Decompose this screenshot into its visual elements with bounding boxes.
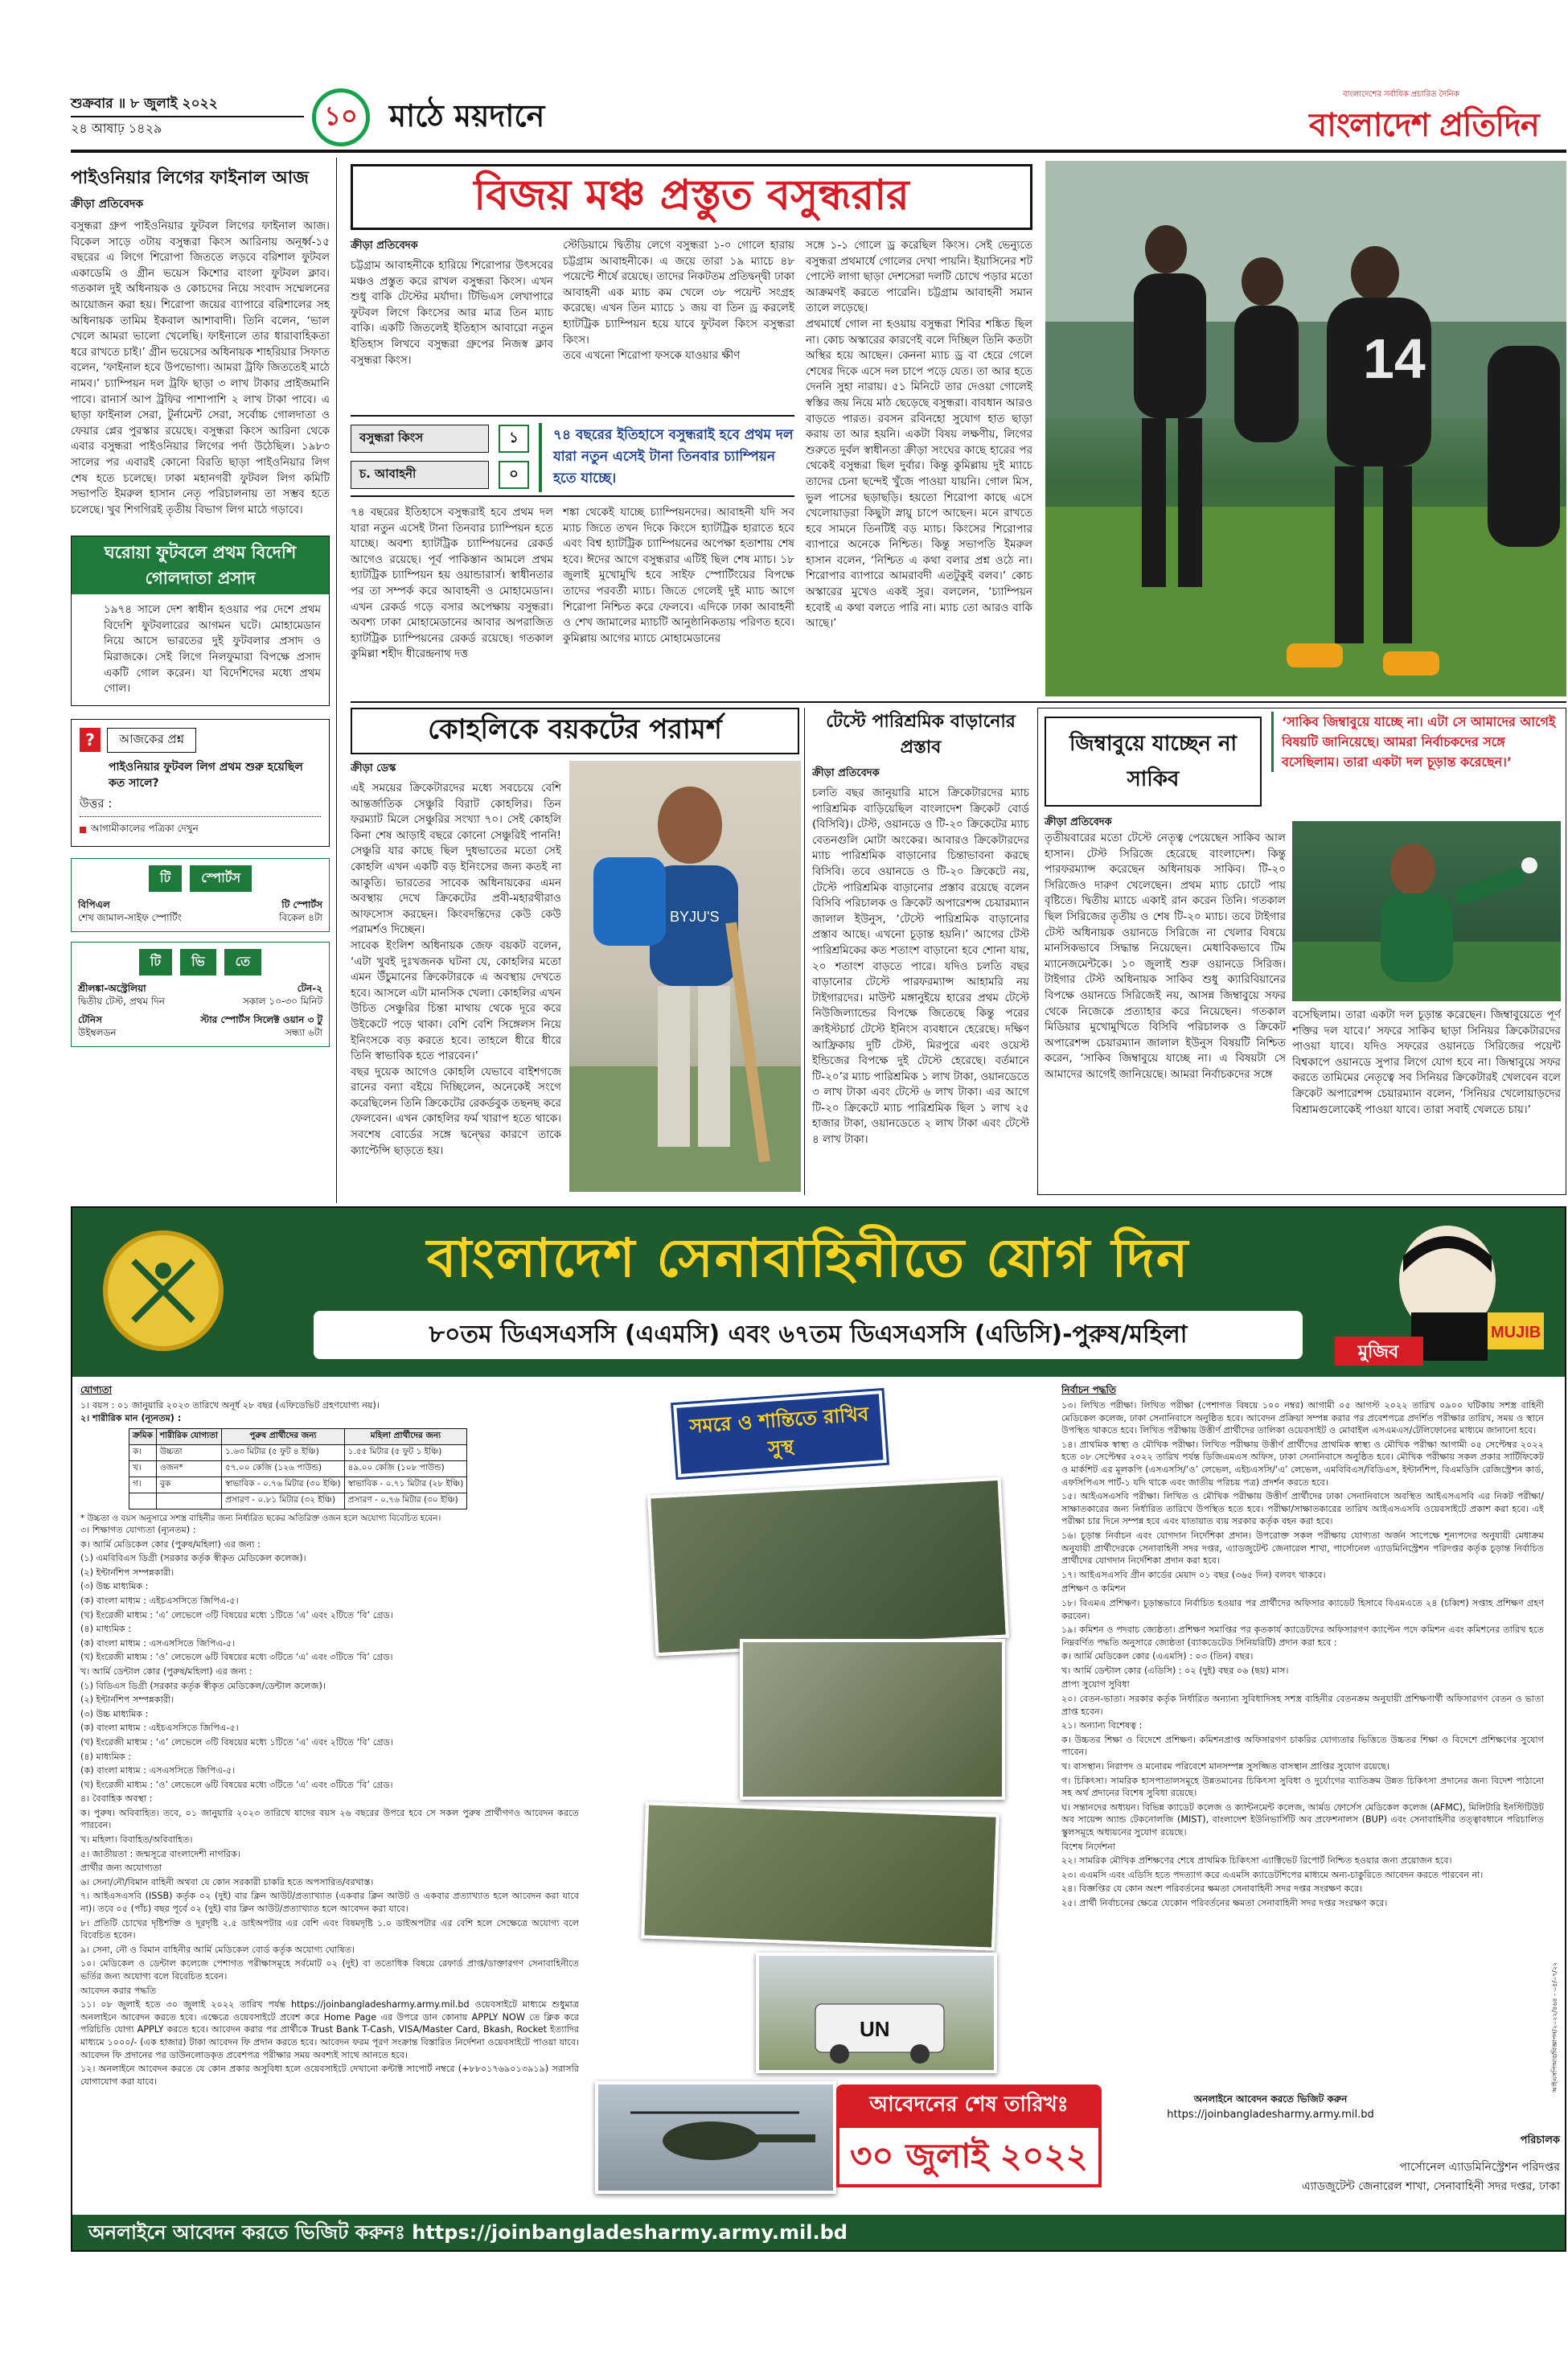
ad-left-item-20: (ক) বাংলা মাধ্যম : এসএসসিতে জিপিএ-৫। [80, 1765, 236, 1776]
tv-row1-b: টেন-২ [297, 982, 322, 994]
pioneer-headline: পাইওনিয়ার লিগের ফাইনাল আজ [71, 168, 309, 188]
pioneer-body: বসুন্ধরা গ্রুপ পাইওনিয়ার ফুটবল লিগের ফাইনাল আজ। বিকেল সাড়ে ৩টায় বসুন্ধরা কিংস আরিনায় অনূর্ধ্ব-১৫ বছরের এ লিগে শিরোপা জিততে লড়বে বরিশাল ফুটবল একাডেমি ও গ্রীন ভয়েস কিশোর বাংলা ফুটবল ক্লাব। গতকাল দুই অধিনায়ক ও কোচদের নিয়ে সংবাদ সম্মেলনের আয়োজন করা হয়। শিরোপা জয়ের ব্যাপারে বরিশালের সহ অধিনায়ক তামিম ইকবাল আশাবাদী। তিনি বলেন, ‘ভাল খেলে আমরা ভালো খেলেছি। ফাইনালে তার ধারাবাহিকতা ধরে রাখতে চাই।’ গ্রীন ভয়েসের অধিনায়ক শাহরিয়ার সিফাত বলেন, ‘ফাইনাল হবে উপভোগ্য। আমরা ট্রফি জিততেই মাঠে নামব।’ চ্যাম্পিয়ন দল ট্রফি ছাড়া ৩ লাখ টাকার প্রাইজমানি পাবে। রানার্স আপ ট্রফির পাশাপাশি ২ লাখ টাকা পাবে। এ ছাড়া ফাইনাল সেরা, টুর্নামেন্ট সেরা, সর্বোচ্চ গোলদাতা ও ফেয়ার প্লের পুরস্কার রয়েছে। বসুন্ধরা কিংস আরিনা থেকে এবার বসুন্ধরা পাইওনিয়ার লিগের পর্দা উঠেছিল। ১৯৮৩ সালের পর এবারই কোনো বিরতি ছাড়া পাইওনিয়ার লিগ শেষ হতে চলেছে। ঢাকা মহানগরী ফুটবল লিগ কমিটি সভাপতি ইমরুল হাসান নেতৃ পরিচালনায় তা সম্ভব হতে চলেছে। খুব শিগগিরই তৃতীয় বিভাগ লিগ মাঠে গড়াবে। [71, 220, 330, 516]
ad-slogan: সমরে ও শান্তিতে রাখিব সুস্থ [688, 1403, 870, 1460]
ad-left-item-26: প্রার্থীর জন্য অযোগ্যতা [80, 1863, 162, 1874]
ad-photo-dentists [641, 1801, 999, 1950]
lead-col1 [351, 238, 553, 368]
deadline-box [836, 2084, 1102, 2197]
left-column [71, 158, 330, 1195]
ad-right-item-13: ২১। অন্যান্য বিশেষত্ব : [1061, 1720, 1143, 1731]
phys-cell: খ। [129, 1461, 157, 1477]
ad-right-list [1061, 1399, 1544, 1910]
masthead-rule [71, 150, 1566, 153]
ad-header [72, 1208, 1566, 1377]
phys-cell: ১.৫৫ মিটার (৫ ফুট ১ ইঞ্চি) [344, 1445, 467, 1461]
bowler-illustration [1292, 821, 1561, 1001]
lead-pullquote: ৭৪ বছরের ইতিহাসে বসুন্ধরাই হবে প্রথম দল যারা নতুন এসেই টানা তিনবার চ্যাম্পিয়ন হতে যাচ্ছে। [553, 427, 794, 487]
ad-left-column [80, 1383, 579, 2208]
deadline-date: ৩০ জুলাই ২০২২ [836, 2125, 1102, 2187]
kohli-byline: ক্রীড়া ডেস্ক [351, 762, 396, 774]
football-players-illustration [1045, 161, 1566, 696]
ad-right-item-8: ১৯। কমিশন ও পদবাচ জ্যেষ্ঠতা। প্রশিক্ষণ সমাপ্তির পর কৃতকার্য ক্যাডেটদের অফিসারগণ ক্যাপ্টেন পদে কমিশন এবং কমিশনের তারিখ হতে নিম্নবর্ণিত পদ্ধতি অনুসারে জ্যেষ্ঠতা (ব্যাকডেটেড সিনিয়রিটি) প্রদান করা হবে : [1061, 1624, 1544, 1648]
ad-left-item-31: ১০। মেডিকেল ও ডেন্টাল কলেজে পেশাগত পরীক্ষাসমূহে সর্বমোট ০২ (দুই) বা ততোধিক বিষয়ে রেফার্ড প্রাপ্ত/ডাক্তারগণ সেনাবাহিনীতে ভর্তির জন্য অযোগ্য বলে বিবেচিত হবেন। [80, 1958, 579, 1982]
tv-row4-b: সন্ধ্যা ৬টা [285, 1027, 322, 1039]
ad-item-1: ১। বয়স : ০১ জানুয়ারি ২০২৩ তারিখে অনূর্ধ ২৮ বছর (এফিডেভিট গ্রহণযোগ্য নয়)। [80, 1400, 380, 1411]
score-goals-1: ১ [499, 425, 529, 453]
ad-right-item-21: ২৪। বিজ্ঞপ্তির যে কোন অংশ পরিবর্তনের ক্ষমতা সেনাবাহিনী সদর দপ্তর সংরক্ষণ করে। [1061, 1883, 1363, 1895]
lead-col2 [563, 238, 794, 364]
phys-cell: স্বাভাবিক - ০.৭১ মিটার (২৮ ইঞ্চি) [344, 1477, 467, 1493]
svg-text:14: 14 [1363, 327, 1426, 390]
ad-left-item-3: ৩। শিক্ষাগত যোগ্যতা (ন্যূনতম) : [80, 1525, 196, 1535]
test-fee-body: চলতি বছর জানুয়ারি মাসে ক্রিকেটারদের ম্যাচ পারিশ্রমিক বাড়িয়েছিল বাংলাদেশ ক্রিকেট বোর্ড (বিসিবি)। টেস্ট, ওয়ানডে ও টি-২০ ক্রিকেটের ম্যাচ বেতনগুলি মোটা অংকের। আবারও ক্রিকেটারদের ম্যাচ পারিশ্রমিক বাড়ানোর চিন্তাভাবনা করছে বিসিবি। তবে ওয়ানডে ও টি-২০ ক্রিকেটে নয়, টেস্টে পারিশ্রমিক বাড়ানোর প্রস্তাব রয়েছে বলেন বিসিবি পরিচালক ও ক্রিকেট অপারেশন্স চেয়ারম্যান জালাল ইউনুস, ‘টেস্টে পারিশ্রমিক বাড়ানোর প্রস্তাব আছে। এখনো চূড়ান্ত হয়নি।’ আগের টেস্ট পারিশ্রমিকের কত শতাংশ বাড়ানো হবে শোনা যায়, ২০ শতাংশ বাড়তে পারে। যদিও চলতি বছর বাড়ানোর টেস্টে পারফরম্যান্স আহামরি নয় টাইগারদের। মাউন্ট মঙ্গানুইয়ে হারের প্রথম টেস্টে নিউজিল্যান্ডের বিপক্ষে জিতেছে কিন্তু পরের ক্রাইস্টচার্চ টেস্টে ইনিংস ব্যবধানে হেরেছে। দক্ষিণ আফ্রিকায় দুটি টেস্ট, মিরপুরে এবং ওয়েস্ট ইন্ডিজের বিপক্ষে দুই টেস্টে হেরেছে। বর্তমানে টি-২০’র ম্যাচ পারিশ্রমিক ১ লাখ টাকা, ওয়ানডেতে ৩ লাখ টাকা এবং টেস্টে ৬ লাখ টাকা। এর আগে টি-২০ ক্রিকেটে ম্যাচ পারিশ্রমিক ছিল ১ লাখ ২৫ হাজার টাকা, ওয়ানডেতে ২ লাখ টাকা এবং টেস্টে ৪ লাখ টাকা। [812, 787, 1029, 1147]
shakib-body-2: বসেছিলাম। তারা একটা দল চূড়ান্ত করেছেন। জিম্বাবুয়েতে পূর্ণ শক্তির দল যাবে।’ সফরে সাকিব ছাড়া সিনিয়র ক্রিকেটারদের পাওয়া যাবে। যদিও সফরের ওয়ানডে সিরিজের পয়েন্ট বিশ্বকাপে ওয়ানডে সুপার লিগে যোগ হবে না। জিম্বাবুয়ে সফর করতে তামিমের নেতৃত্বে সব সিনিয়র ক্রিকেটারই খেলবেন বলে ক্রিকেট অপারেশন্স চেয়ারম্যান বলেন, ‘সিনিয়র খেলোয়াড়দের বিশ্রামগুলোকেই পাওয়া যাবে। তারা সবাই খেলতে চায়।’ [1292, 1008, 1561, 1116]
shakib-byline: ক্রীড়া প্রতিবেদক [1045, 816, 1112, 828]
ad-left-item-25: ৫। জাতীয়তা : জন্মসূত্রে বাংলাদেশী নাগরিক। [80, 1848, 240, 1859]
ad-left-heading: যোগ্যতা [80, 1384, 113, 1395]
shakib-headline: জিম্বাবুয়ে যাচ্ছেন না সাকিব [1069, 732, 1238, 791]
ad-director-block [1214, 2133, 1560, 2196]
ad-right-item-7: ১৮। বিএমএ প্রশিক্ষণ। চূড়ান্তভাবে নির্বাচিত হওয়ার পর প্রার্থীদের অফিসার ক্যাডেট হিসাবে বিএমএতে ২৪ (চব্বিশ) সপ্তাহ প্রশিক্ষণ গ্রহণ করবেন। [1061, 1597, 1544, 1621]
left-column-divider [336, 158, 337, 1203]
ad-slogan-box [673, 1390, 887, 1477]
tv-row3-b: স্টার স্পোর্টস সিলেক্ট ওয়ান ৩ টু [200, 1013, 322, 1025]
ad-left-item-5: (১) এমবিবিএস ডিগ্রী (সরকার কর্তৃক স্বীকৃত মেডিকেল কলেজ)। [80, 1553, 306, 1564]
crossed-swords-icon [119, 1247, 207, 1335]
physical-standard-table [129, 1428, 467, 1509]
golondaj-headline: ঘরোয়া ফুটবলে প্রথম বিদেশি গোলদাতা প্রসাদ [72, 536, 329, 594]
ad-left-item-27: ৬। সেনা/নৌ/বিমান বাহিনী অথবা যে কোন সরকারী চাকরি হতে অপসারিত/বরখাস্ত। [80, 1876, 374, 1887]
ad-left-item-4: ক। আর্মি মেডিকেল কোর (পুরুষ/মহিলা) এর জন্য : [80, 1538, 261, 1550]
army-emblem [103, 1230, 224, 1351]
shakib-body-1: তৃতীয়বারের মতো টেস্টে নেতৃত্ব পেয়েছেন সাকিব আল হাসান। টেস্ট সিরিজে হেরেছে বাংলাদেশ। কিন্তু পারফরম্যান্স করেছেন অধিনায়ক সাকিব। টি-২০ সিরিজেও দারুণ খেলেছেন। প্রথম ম্যাচ চোটে পায় বৃষ্টিতে। দ্বিতীয় ম্যাচে একাই রান করেন তিনি। গতকাল ছিল সিরিজের তৃতীয় ও শেষ টি-২০ ম্যাচ। তবে টাইগার টেস্ট অধিনায়ক ওয়ানডে সিরিজে না খেলার বিষয়ে মানসিকভাবে সিদ্ধান্ত নিয়েছেন। মেধাবিকভাবে টিম ম্যানেজমেন্টকে। ১০ জুলাই শুরু ওয়ানডে সিরিজ। টাইগার টেস্ট অধিনায়ক সাকিব শুধু ক্যারিবিয়ানের বিপক্ষে ওয়ানডে সিরিজেই নয়, আসন্ন জিম্বাবুয়ে সফর থেকে নিজেকে প্রত্যাহার করে নিয়েছেন। গতকাল মিডিয়ার মুখোমুখিতে বিসিবি পরিচালক ও ক্রিকেট অপারেশন্স চেয়ারম্যান জালাল ইউনুস বিষয়টি নিশ্চিত করেন, ‘সাকিব জিম্বাবুয়ে যাচ্ছে না। এ বিষয়টা সে আমাদের আগেই জানিয়েছে। আমরা নির্বাচকদের সঙ্গে [1045, 832, 1286, 1081]
ad-left-item-23: ক। পুরুষ। অবিবাহিত। তবে, ০১ জানুয়ারি ২০২৩ তারিখে যাদের বয়স ২৬ বছরের উপরে হবে সে সকল পুরুষ প্রার্থীগণও আবেদন করতে পারবেন। [80, 1807, 579, 1831]
tv-row1-a: শ্রীলঙ্কা-অস্ট্রেলিয়া [78, 982, 146, 994]
test-fee-headline: টেস্টে পারিশ্রমিক বাড়ানোর প্রস্তাব [826, 712, 1016, 758]
lead-col3-body: সঙ্গে ১-১ গোলে ড্র করেছিল কিংস। সেই ভেন্যুতে বসুন্ধরা প্রথমার্ধে গোলের দেখা পায়নি। ইয়াসিনের শট পোস্টে লাগা ছাড়া দেশসেরা দলটি চোখে পড়ার মতো আক্রমণই করতে পারেনি। চট্টগ্রাম আবাহনী সমান তালে লড়েছে। প্রথমার্ধে গোল না হওয়ায় বসুন্ধরা শিবির শঙ্কিত ছিল না। কোচ অস্কারের কারণেই বলে দিচ্ছিল তিনি কতটা অস্থির হয়ে আছেন। কেননা ম্যাচ ড্র বা হেরে গেলে শেষের দিকে এসে দল চাপে পড়ে যেত। তা আর হতে দেননি সুহা নারায়। ৫১ মিনিটে তার দেওয়া গোলেই স্বস্তির জয় নিয়ে মাঠ ছেড়েছে বসুন্ধরা। বাবধান আরও বাড়তে পারত। রবসন রবিনহো সুযোগ হাত ছাড়া করায় তা আর হয়নি। একটা বিষয় লক্ষণীয়, লিগের শুরুতে দুর্বল স্বাধীনতা ক্রীড়া সংঘের কাছে হারের পর থেকেই বসুন্ধরা ছিল দুর্বার। কিন্তু কুমিল্লায় দুই ম্যাচে তাদের চেনা ছন্দেই খুঁজে পাওয়া যায়নি। গোল মিস, ভুল পাসের ছড়াছড়ি। হয়তো শিরোপা কাছে এসে খেলোয়াড়রা কিছুটা স্নায়ু চাপে আছেন। মনে রাখতে হবে সামনে তিনটিই বড় ম্যাচ। কিংসের শিরোপার ব্যাপারে অনেকে নিশ্চিত। কিন্তু সভাপতি ইমরুল হাসান বলেন, ‘নিশ্চিত এ কথা বলার প্রশ্ন ওঠে না। শিরোপার ব্যাপারে আমরাবদী এতটুকুই বলব।’ কোচ অস্কারের মুখেও একই সুর। বললেন, ‘চ্যাম্পিয়ন হবোই এ কথা বলতে পারি না। ম্যাচ তো আরও বাকি আছে।’ [806, 239, 1032, 630]
paper-tagline: বাংলাদেশের সর্বাধিক প্রচারিত দৈনিক [1343, 90, 1459, 99]
ad-left-item-34: ১২। অনলাইনে আবেদন করতে যে কোন প্রকার অসুবিধা হলে ওয়েবসাইটে দেখানো কন্টাক্ট সাপোর্ট নম্বরে (+৮৮০১৭৬৯০১৩৯১৯) সরাসরি যোগাযোগ করা যাবে। [80, 2064, 579, 2087]
phys-cell: ৫৭.০০ কেজি (১২৬ পাউন্ড) [222, 1461, 345, 1477]
lead-headline-box [351, 164, 1032, 230]
ad-right-item-19: ২২। সামরিক মৌখিক প্রশিক্ষণের শেষে প্রাথমিক চিকিৎসা এ্যাক্টিভেট রিপোর্ট নিশ্চিত হওয়ার জন্য প্রয়োজন হবে। [1061, 1855, 1452, 1867]
phys-cell: ৪৯.০০ কেজি (১০৮ পাউন্ড) [344, 1461, 467, 1477]
phys-cell [156, 1493, 221, 1509]
tv-sports-row1-a: বিপিএল [78, 898, 110, 910]
phys-cell [129, 1493, 157, 1509]
deadline-label: আবেদনের শেষ তারিখঃ [836, 2084, 1102, 2125]
paper-logo: বাংলাদেশ প্রতিদিন [1309, 107, 1539, 144]
ad-right-item-2: ১৪। প্রাথমিক স্বাস্থ্য ও মৌখিক পরীক্ষা। লিখিত পরীক্ষায় উত্তীর্ণ প্রার্থীদের প্রাথমিক স্বাস্থ্য ও মৌখিক পরীক্ষা আগামী ০৫ সেপ্টেম্বর ২০২২ হতে ০৮ সেপ্টেম্বর ২০২২ তারিখ পর্যন্ত ডিজিএমএস অফিস, ঢাকা সেনানিবাসে অনুষ্ঠিত হবে। মৌখিক পরীক্ষায় সকল প্রকার সার্টিফিকেট ও মার্কশিট এর মূলকপি (এসএসসি/‘ও’ লেভেল, এইচএসসি/‘এ’ লেভেল, এমবিবিএস/বিডিএস, ইন্টার্নশিপ, বিএমডিসি রেজিস্ট্রেশন কার্ড, এফসিপিএস পার্ট-১ যদি থাকে এবং জাতীয় পরিচয় পত্র) প্রদর্শন করতে হবে। [1061, 1439, 1544, 1488]
ad-centre-collage [595, 1398, 1045, 2202]
score-goals-2: ০ [499, 461, 529, 489]
ad-left-item-10: (৪) মাধ্যমিক : [80, 1624, 132, 1635]
phys-cell: উচ্চতা [156, 1445, 221, 1461]
mujib-badge: মুজিব [1357, 1342, 1399, 1362]
ad-director-addr: এ্যাডজুটেন্ট জেনারেল শাখা, সেনাবাহিনী সদর দপ্তর, ঢাকা [1301, 2180, 1560, 2193]
svg-text:MUJIB: MUJIB [1491, 1324, 1541, 1341]
ad-right-item-11: প্রাপ্য সুযোগ সুবিধা [1061, 1679, 1130, 1690]
phys-note: * উচ্চতা ও বয়স অনুসারে সশস্ত্র বাহিনীর জন্য নির্ধারিত ছকের অতিরিক্ত ওজন হলে অযোগ্য বিবেচিত হবেন। [80, 1514, 441, 1523]
ad-left-item-9: (খ) ইংরেজী মাধ্যম : ‘এ’ লেভেলে ৩টি বিষয়ের মধ্যে ১টিতে ‘এ’ এবং ২টিতে ‘বি’ গ্রেড। [80, 1609, 393, 1620]
lead-col1-body-b: ৭৪ বছরের ইতিহাসে বসুন্ধরাই হবে প্রথম দল যারা নতুন এসেই টানা তিনবার চ্যাম্পিয়ন হতে যাচ্ছে। অবশ্য হ্যাটট্রিক চ্যাম্পিয়নের রেকর্ড আগেও রয়েছে। পূর্ব পাকিস্তান আমলে প্রথম হ্যাটট্রিক চ্যাম্পিয়ন হয় ওয়ান্ডারার্স। স্বাধীনতার পর তা সম্পর্ক করে আবাহনী ও মোহামেডান। এখন রেকর্ড গড়ে বসার অপেক্ষায় বসুন্ধরা। অবশ্য ঢাকা মোহামেডানের আবার অপরাজিত হ্যাটট্রিক চ্যাম্পিয়নের রেকর্ড রয়েছে। গতকাল কুমিল্লা শহীদ ধীরেন্দ্রনাথ দত্ত [351, 506, 553, 661]
lead-byline: ক্রীড়া প্রতিবেদক [351, 240, 418, 252]
ad-left-item-12: (খ) ইংরেজী মাধ্যম : ‘ও’ লেভেলে ৬টি বিষয়ের মধ্যে ৩টিতে ‘এ’ এবং ৩টিতে ‘বি’ গ্রেড। [80, 1652, 393, 1663]
phys-th-4: মহিলা প্রার্থীদের জন্য [344, 1429, 467, 1445]
golondaj-body: ১৯৭৪ সালে দেশ স্বাধীন হওয়ার পর দেশে প্রথম বিদেশি ফুটবলারের আগমন ঘটে। মোহামেডান নিয়ে আসে ভারতের দুই ফুটবলার প্রসাদ ও মিরাজকে। সেই লিগে নিলফুমারা বিপক্ষে প্রসাদ একটি গোল করেন। যা বিদেশিদের মধ্যে প্রথম গোল। [104, 603, 321, 696]
ad-left-item-28: ৭। আইএসএসবি (ISSB) কর্তৃক ০২ (দুই) বার ক্লিন আউট/প্রত্যাখ্যাত (একবার ক্লিন আউট ও একবার প্রত্যাখ্যাত হলে আবেদন করা যাবে না)। তবে ০৫ (পাঁচ) বছর পূর্বে ০২ (দুই) বার ক্লিন আউট/প্রত্যাখ্যাত হলে আবেদন করা যাবে। [80, 1891, 579, 1915]
lead-col1b [351, 505, 553, 663]
ad-left-item-29: ৮। প্রতিটি চোখের দৃষ্টিশক্তি ও দূরদৃষ্টি ২.৫ ডাইঅপটার এর বেশি এবং বিষমদৃষ্টি ১.০ ডাইঅপটার এর বেশি হলে সেক্ষেত্রে অযোগ্য বলে বিবেচিত হবেন। [80, 1917, 579, 1941]
ad-photo-helicopter [595, 2081, 836, 2194]
ad-right-item-14: ক। উচ্চতর শিক্ষা ও বিদেশে প্রশিক্ষণ। কমিশনপ্রাপ্ত অফিসারগণ চাকরির যোগ্যতার ভিত্তিতে উচ্চতর শিক্ষা ও বিদেশে প্রশিক্ষণের সুযোগ পাবেন। [1061, 1734, 1544, 1758]
phys-th-2: শারীরিক যোগ্যতা [156, 1429, 221, 1445]
lead-col1-body-a: চট্টগ্রাম আবাহনীকে হারিয়ে শিরোপার উৎসবের মঞ্চও প্রস্তুত করে রাখল বসুন্ধরা কিংস। এখন শুধু বাকি টেস্টের মর্যাদা। টিভিএস লেখাপারে ফুটবল লিগে কিংসের আর মাত্র তিন ম্যাচ বাকি। একটি জিতলেই ইতিহাস আবারো নতুন ইতিহাস লিখবে বসুন্ধরা গ্রুপের নিজস্ব ক্লাব বসুন্ধরা কিংস। [351, 259, 553, 367]
ad-subtitle-box [314, 1311, 1303, 1359]
un-vehicle-illustration [759, 1956, 994, 2070]
ad-left-item-32: আবেদন করার পদ্ধতি [80, 1985, 157, 1996]
phys-cell: স্বাভাবিক - ০.৭৬ মিটার (৩০ ইঞ্চি) [222, 1477, 345, 1493]
ad-left-item-14: (১) বিডিএস ডিগ্রী (সরকার কর্তৃক স্বীকৃত মেডিকেল/ডেন্টাল কলেজ)। [80, 1680, 326, 1691]
phys-cell: ১.৬৩ মিটার (৫ ফুট ৪ ইঞ্চি) [222, 1445, 345, 1461]
tv-head-1: টি [139, 949, 172, 975]
ad-left-item-33: ১১। ০৮ জুলাই হতে ৩০ জুলাই ২০২২ তারিখ পর্যন্ত https://joinbangladesharmy.army.mil.bd ওয়েবসাইটে মাধ্যমে শুধুমাত্র অনলাইনে আবেদন করতে হবে। এক্ষেত্রে ওয়েবসাইটে প্রবেশ করে Home Page এর উপরে ডান কোনায় APPLY NOW তে ক্লিক করে পরিচিতি যোগ্য APPLY করতে হবে। আবেদন করার পর প্রার্থীকে Trust Bank T-Cash, VISA/Master Card, Bkash, Rocket ইত্যাদির মাধ্যমে ১০০০/- (এক হাজার) টাকা আবেদন ফি প্রদান করতে হবে। আবেদন ফরম পূরণ সংক্রান্ত বিস্তারিত নির্দেশনা ওয়েবসাইটে পাওয়া যাবে। আবেদন ফি প্রদানের পর ডাউনলোডকৃত প্রবেশপত্র পরীক্ষার সময় অবশ্যই সাথে আনতে হবে। [80, 1999, 579, 2060]
test-fee-story [812, 709, 1029, 1195]
ad-right-item-18: বিশেষ নির্দেশনা [1061, 1841, 1116, 1852]
ad-right-column [1061, 1383, 1544, 2091]
tv-sports-row2-b: বিকেল ৪টা [279, 912, 322, 924]
shakib-photo [1292, 821, 1561, 1001]
masthead [71, 88, 1566, 148]
ad-left-item-15: (২) ইন্টার্নশিপ সম্পন্নকারী। [80, 1694, 174, 1706]
ad-left-item-16: (৩) উচ্চ মাধ্যমিক : [80, 1708, 149, 1719]
tv-head-3: তে [224, 949, 262, 975]
ad-right-item-17: ঘ। সন্তানদের অধ্যয়ন। বিভিন্ন ক্যাডেট কলেজ ও ক্যান্টনমেন্ট কলেজ, আর্মড ফোর্সেস মেডিকেল কলেজ (AFMC), মিলিটারি ইনস্টিটিউট অব সায়েন্স অ্যান্ড টেকনোলজি (MIST), বাংলাদেশ ইউনিভার্সিটি অব প্রফেশনালস (BUP) এবং সেনাবাহিনীর তত্ত্বাবধানে পরিচালিত স্কুলসমূহে অধ্যয়নের সুযোগ রয়েছে। [1061, 1801, 1544, 1838]
shakib-headline-box [1045, 717, 1262, 807]
tv-row2-b: সকাল ১০-৩০ মিনিট [242, 996, 322, 1008]
kohli-headline-box [351, 708, 799, 754]
tv-box [71, 942, 330, 1047]
ad-photo-un-vehicle [756, 1953, 997, 2073]
lead-col3 [806, 238, 1032, 696]
quiz-box [71, 719, 330, 847]
ad-right-item-4: ১৬। চূড়ান্ত নির্বাচন এবং যোগদান নির্দেশিকা প্রদান। উপরোক্ত সকল পরীক্ষায় যোগ্যতা অর্জন সাপেক্ষে শূন্যপদের অনুযায়ী মেধাক্রম অনুযায়ী প্রার্থীদেরকে সেনাবাহিনী সদর দপ্তর, এ্যাডজুটেন্ট জেনারেল শাখা, পার্সোনেল এ্যাডমিনিস্ট্রেশন পরিদপ্তর কর্তৃক চূড়ান্ত নির্বাচিত প্রার্থীদের যোগদান নির্দেশিকা প্রদান করা হবে। [1061, 1530, 1544, 1567]
ad-left-item-30: ৯। সেনা, নৌ ও বিমান বাহিনীর আর্মি মেডিকেল বোর্ড কর্তৃক অযোগ্য ঘোষিত। [80, 1944, 355, 1955]
ad-director-title: পরিচালক [1520, 2134, 1560, 2146]
date-weekday: শুক্রবার ॥ ৮ জুলাই ২০২২ [71, 96, 218, 112]
ad-right-item-3: ১৫। আইএসএসবি পরীক্ষা। লিখিত ও মৌখিক পরীক্ষায় উত্তীর্ণ প্রার্থীদের ঢাকা সেনানিবাসে অবস্থিত আইএসএসবি এর নিকট পরীক্ষা/সাক্ষাতকারের জন্য নির্ধারিত তারিখে উপস্থিত হতে হবে। পরীক্ষা/সাক্ষাতকারের তারিখ আইএসএসবি ওয়েবসাইটে প্রকাশ করা হবে। এই পরীক্ষা চার দিনে সম্পন্ন হবে এবং যাতায়াত ব্যয় সরকার কর্তৃক বহন করা হবে। [1061, 1491, 1544, 1527]
ad-left-item-7: (৩) উচ্চ মাধ্যমিক : [80, 1581, 149, 1592]
shakib-quote: ‘সাকিব জিম্বাবুয়ে যাচ্ছে না। এটা সে আমাদের আগেই বিষয়টি জানিয়েছে। আমরা নির্বাচকদের সঙ্গে বসেছিলাম। তারা একটা দল চূড়ান্ত করেছেন।’ [1271, 712, 1561, 772]
ad-right-heading: নির্বাচন পদ্ধতি [1061, 1384, 1116, 1395]
lead-bottom-rule [351, 701, 1566, 703]
ad-right-item-10: খ। আর্মি ডেন্টাল কোর (এডিসি) : ০২ (দুই) বছর ০৬ (ছয়) মাস। [1061, 1665, 1289, 1676]
ad-left-item-21: (খ) ইংরেজী মাধ্যম : ‘ও’ লেভেলে ৬টি বিষয়ের মধ্যে ৩টিতে ‘এ’ এবং ৩টিতে ‘বি’ গ্রেড। [80, 1779, 393, 1790]
kohli-text [351, 761, 561, 1195]
ad-left-list [80, 1524, 579, 2088]
phys-th-1: ক্রমিক [129, 1429, 157, 1445]
ad-right-item-20: ২৩। এএমসি এবং এডিসি হতে পদত্যাগ করে এএমসি ক্যাডেটশিপের মাধ্যমে অন্য-চাকুরিতে আবেদন করতে পারবেন না। [1061, 1869, 1484, 1880]
ad-left-item-22: ৪। বৈবাহিক অবস্থা : [80, 1793, 153, 1805]
ad-photo-medics [647, 1477, 1009, 1657]
ad-bottom-banner-text[interactable]: অনলাইনে আবেদন করতে ভিজিট করুনঃ https://joinbangladesharmy.army.mil.bd [88, 2221, 848, 2244]
page-number-badge [312, 88, 370, 146]
test-fee-byline: ক্রীড়া প্রতিবেদক [812, 767, 880, 779]
phys-cell: ক। [129, 1445, 157, 1461]
ad-left-item-17: (ক) বাংলা মাধ্যম : এইচএসসিতে জিপিএ-৫। [80, 1723, 239, 1734]
lead-photo-football-celebration [1045, 161, 1566, 696]
tv-sports-head-1: টি [149, 865, 182, 892]
phys-cell: প্রসারণ - ০.৭৬ মিটার (৩০ ইঞ্চি) [344, 1493, 467, 1509]
ad-left-item-8: (ক) বাংলা মাধ্যম : এইচএসসিতে জিপিএ-৫। [80, 1595, 239, 1606]
score-team-1: বসুন্ধরা কিংস [351, 425, 489, 453]
quiz-question: পাইওনিয়ার ফুটবল লিগ প্রথম শুরু হয়েছিল কত সালে? [109, 760, 303, 790]
ad-right-item-12: ২০। বেতন-ভাতা। সরকার কর্তৃক নির্ধারিত অন্যান্য সুবিধাদিসহ সশস্ত্র বাহিনীর বেতনক্রম অনুযায়ী প্রশিক্ষণার্থী অফিসারগণ বেতন ও ভাতা প্রাপ্ত হবেন। [1061, 1694, 1544, 1717]
lead-col2b [563, 505, 794, 647]
tv-row4-a: উইম্বলডন [78, 1027, 117, 1039]
ad-left-item-24: খ। মহিলা। বিবাহিত/অবিবাহিত। [80, 1834, 193, 1846]
ad-bottom-banner [72, 2215, 1566, 2252]
ad-right-item-5: ১৭। আইএসএসবি গ্রীন কার্ডের মেয়াদ ০১ বছর (৩৬৫ দিন) বলবৎ থাকবে। [1061, 1569, 1326, 1580]
phys-cell: ওজন* [156, 1461, 221, 1477]
issue-date [71, 93, 312, 143]
tv-row3-a: টেনিস [78, 1013, 102, 1025]
phys-th-3: পুরুষ প্রার্থীদের জন্য [222, 1429, 345, 1445]
ad-subtitle: ৮০তম ডিএসএসসি (এএমসি) এবং ৬৭তম ডিএসএসসি (এডিসি)-পুরুষ/মহিলা [429, 1320, 1188, 1349]
golondaj-box [71, 536, 330, 706]
svg-text:UN: UN [860, 2017, 890, 2041]
ad-left-item-6: (২) ইন্টার্নশিপ সম্পন্নকারী। [80, 1567, 174, 1578]
ad-online-link[interactable]: https://joinbangladesharmy.army.mil.bd [1167, 2109, 1374, 2121]
phys-cell: প্রসারণ - ০.৮১ মিটার (৩২ ইঞ্চি) [222, 1493, 345, 1509]
helicopter-illustration [598, 2084, 833, 2191]
phys-cell: গ। [129, 1477, 157, 1493]
shakib-story [1037, 708, 1566, 1195]
ad-left-item-13: খ। আর্মি ডেন্টাল কোর (পুরুষ/মহিলা) এর জন্য : [80, 1665, 252, 1677]
ad-right-item-15: খ। বাসস্থান। নিরাপদ ও মনোরম পরিবেশে মানসম্পন্ন সুসজ্জিত বাসস্থান প্রাপ্তির সুযোগ রয়েছে। [1061, 1761, 1390, 1772]
ad-right-item-16: গ। চিকিৎসা। সামরিক হাসপাতালসমূহে উন্নতমানের চিকিৎসা সুবিধা ও দুর্যোগের ব্যাতিক্রম উন্নত চিকিৎসা প্রদানের জন্য বিদেশ পাঠানো সহ অর্থ প্রদানের বিশেষ সুবিধা রয়েছে। [1061, 1775, 1544, 1799]
lead-headline: বিজয় মঞ্চ প্রস্তুত বসুন্ধরার [474, 170, 909, 220]
ad-online-block [1110, 2093, 1431, 2121]
kohli-photo [569, 761, 801, 1192]
ad-left-item-19: (৪) মাধ্যমিক : [80, 1751, 132, 1762]
quiz-answer: উত্তর : [80, 795, 321, 817]
tv-sports-head-2: স্পোর্টস [190, 865, 252, 892]
tv-sports-row1-b: টি স্পোর্টস [281, 898, 322, 910]
ad-side-code: আইএসপিআর/বিজ্ঞাপন/২০২২/৪৬৪ - ০৫/০৭/২২ [1551, 1961, 1558, 2093]
ad-director-body: পার্সোনেল এ্যাডমিনিস্ট্রেশন পরিদপ্তর [1399, 2161, 1560, 2174]
ad-title: বাংলাদেশ সেনাবাহিনীতে যোগ দিন [426, 1227, 1190, 1289]
tv-head-2: ভি [180, 949, 216, 975]
cricketer-illustration [569, 761, 801, 1192]
army-ad [71, 1206, 1566, 2252]
phys-cell: বুক [156, 1477, 221, 1493]
lead-col2-body-b: শঙ্কা থেকেই যাচ্ছে চ্যাম্পিয়নদের। আবাহনী যদি সব ম্যাচ জিতে তখন দিকে কিংসে হ্যাটট্রিক হারাতে হবে এবং বিশ্ব হ্যাটট্রিক চ্যাম্পিয়নের অপেক্ষা হতাশায় শেষ হবে। ঈদের আগে বসুন্ধরার এটিই ছিল শেষ ম্যাচ। ১৮ জুলাই মুখোমুখি হবে সাইফ স্পোর্টিংয়ের বিপক্ষে তাদের পরবর্তী ম্যাচ। জিতে গেলেই দুই ম্যাচ আগে শিরোপা নিশ্চিত করে ফেলবে। এদিকে ঢাকা আবাহনী ও শেখ জামালের ম্যাচটি আনুষ্ঠানিকতায় পরিণত হবে। কুমিল্লায় আগের ম্যাচে মোহামেডানের [563, 506, 794, 645]
ad-right-item-1: ১৩। লিখিত পরীক্ষা। লিখিত পরীক্ষা (পেশাগত বিষয়ে ১০০ নম্বর) আগামী ০৫ আগস্ট ২০২২ তারিখ ০৯০০ ঘটিকায় সশস্ত্র বাহিনী মেডিকেল কলেজ, ঢাকা সেনানিবাসে অনুষ্ঠিত হবে। আবেদন প্রক্রিয়া সম্পন্ন করার পর প্রবেশপত্রে প্রদর্শিত পরীক্ষার তারিখ, সময় ও স্থানে উপস্থিত থাকতে হবে। লিখিত পরীক্ষায় উত্তীর্ণ প্রার্থীদের তালিকা ওয়েবসাইট ও মোবাইল এসএমএস/টেলিফোনের মাধ্যমে জানানো হবে। [1061, 1400, 1544, 1436]
question-mark-icon: ? [80, 728, 101, 752]
ad-photo-patient-care [740, 1639, 1005, 1800]
date-bangla: ২৪ আষাঢ় ১৪২৯ [71, 121, 162, 136]
quiz-footer: আগামীকালের পত্রিকা দেখুন [91, 822, 199, 834]
ad-online-label: অনলাইনে আবেদন করতে ভিজিট করুন [1193, 2093, 1348, 2105]
ad-left-item-11: (ক) বাংলা মাধ্যম : এসএসসিতে জিপিএ-৫। [80, 1637, 236, 1649]
ad-right-item-22: ২৫। প্রার্থী নির্বাচনের ক্ষেত্রে যেকোন পরিবর্তনের ক্ষমতা সেনাবাহিনী সদর দপ্তর সংরক্ষণ করে। [1061, 1897, 1388, 1908]
tv-row2-a: দ্বিতীয় টেস্ট, প্রথম দিন [78, 996, 165, 1008]
lead-col2-body-a: স্টেডিয়ামে দ্বিতীয় লেগে বসুন্ধরা ১-০ গোলে হারায় চট্টগ্রাম আবাহনীকে। এ জয়ে তারা ১৯ ম্যাচে ৪৮ পয়েন্টে শীর্ষে রয়েছে। তাদের নিকটতম প্রতিদ্বন্দ্বী ঢাকা আবাহনী এক ম্যাচ কম খেলে ৩৮ পয়েন্ট সংগ্রহ করেছে। এখন তিন ম্যাচে ১ জয় বা তিন ড্র করলেই হ্যাটট্রিক চ্যাম্পিয়ন হয়ে যাবে ফুটবল কিংস বসুন্ধরা কিংস। তবে এখনো শিরোপা ফসকে যাওয়ার ক্ষীণ [563, 239, 794, 363]
score-box [351, 415, 794, 497]
ad-right-item-9: ক। আর্মি মেডিকেল কোর (এএমসি) : ০৩ (তিন) বছর। [1061, 1651, 1254, 1662]
section-title: মাঠে ময়দানে [389, 98, 545, 133]
svg-text:BYJU'S: BYJU'S [670, 909, 720, 925]
pioneer-byline: ক্রীড়া প্রতিবেদক [71, 198, 144, 211]
page-number: ১০ [324, 101, 358, 131]
ad-left-item-18: (খ) ইংরেজী মাধ্যম : ‘এ’ লেভেলে ৩টি বিষয়ের মধ্যে ১টিতে ‘এ’ এবং ২টিতে ‘বি’ গ্রেড। [80, 1736, 393, 1748]
tv-sports-box [71, 858, 330, 932]
test-fee-divider [804, 708, 805, 1195]
tv-sports-row2-a: শেখ জামাল-সাইফ স্পোর্টিং [78, 912, 182, 924]
ad-right-item-6: প্রশিক্ষণ ও কমিশন [1061, 1583, 1126, 1595]
mujib-logo [1327, 1216, 1552, 1369]
kohli-headline: কোহলিকে বয়কটের পরামর্শ [428, 713, 722, 745]
red-square-icon [80, 827, 86, 833]
quiz-title: আজকের প্রশ্ন [107, 728, 196, 753]
ad-item-2: ২। শারীরিক মান (ন্যূনতম) : [80, 1413, 182, 1423]
score-team-2: চ. আবাহনী [351, 461, 489, 489]
kohli-body: এই সময়ের ক্রিকেটারদের মধ্যে সবচেয়ে বেশি আন্তর্জাতিক সেঞ্চুরি বিরাট কোহলির। তিন ফরম্যাট মিলে সেঞ্চুরির সংখ্যা ৭০। সেই কোহলি কিনা শেষ আড়াই বছরে কোনো সেঞ্চুরিই পাননি! সেঞ্চুরি যার কাছে ছিল দুধভাতের মতো সেই কোহলি এখন একটি বড় ইনিংসের জন্য কতই না আকুতি। ভারতের সাবেক অধিনায়কের এমন অবস্থায় দেখে ক্রিকেটের প্রবী-মহারথীরাও আফসোস করছেন। কিংবদন্তিদের কেউ কেউ পরামর্শও দিচ্ছেন। সাবেক ইংলিশ অধিনায়ক জেফ বয়কট বলেন, ‘এটা খুবই দুঃখজনক ঘটনা যে, কোহলির মতো এমন উঁচুমানের ক্রিকেটারকে এ অবস্থায় দেখতে হবে। আসলে এটা মানসিক খেলা। কোহলির এখন উচিত সেঞ্চুরির চিন্তা মাথায় থেকে দূরে করে উইকেটে পড়ে থাকা। বেশি বেশি সিঙ্গেলস নিয়ে ইনিংসকে বড় করতে হবে। তাহলে ধীরে ধীরে তিনি স্বাভাবিক হতে পারবেন।’ বছর দুয়েক আগেও কোহলি যেভাবে বাইশগজে রানের বন্যা বইয়ে দিচ্ছিলেন, অনেকেই সংগে করেছিলেন তিনি ক্রিকেটের রেকর্ডবুক তছনছ করে ফেলবেন। এখন কোহলির ফর্ম খারাপ হতে থাকে। সবশেষ বোর্ডের সঙ্গে দ্বন্দ্বের কারণে তাকে ক্যাপ্টেন্সি ছাড়তে হয়। [351, 782, 561, 1157]
